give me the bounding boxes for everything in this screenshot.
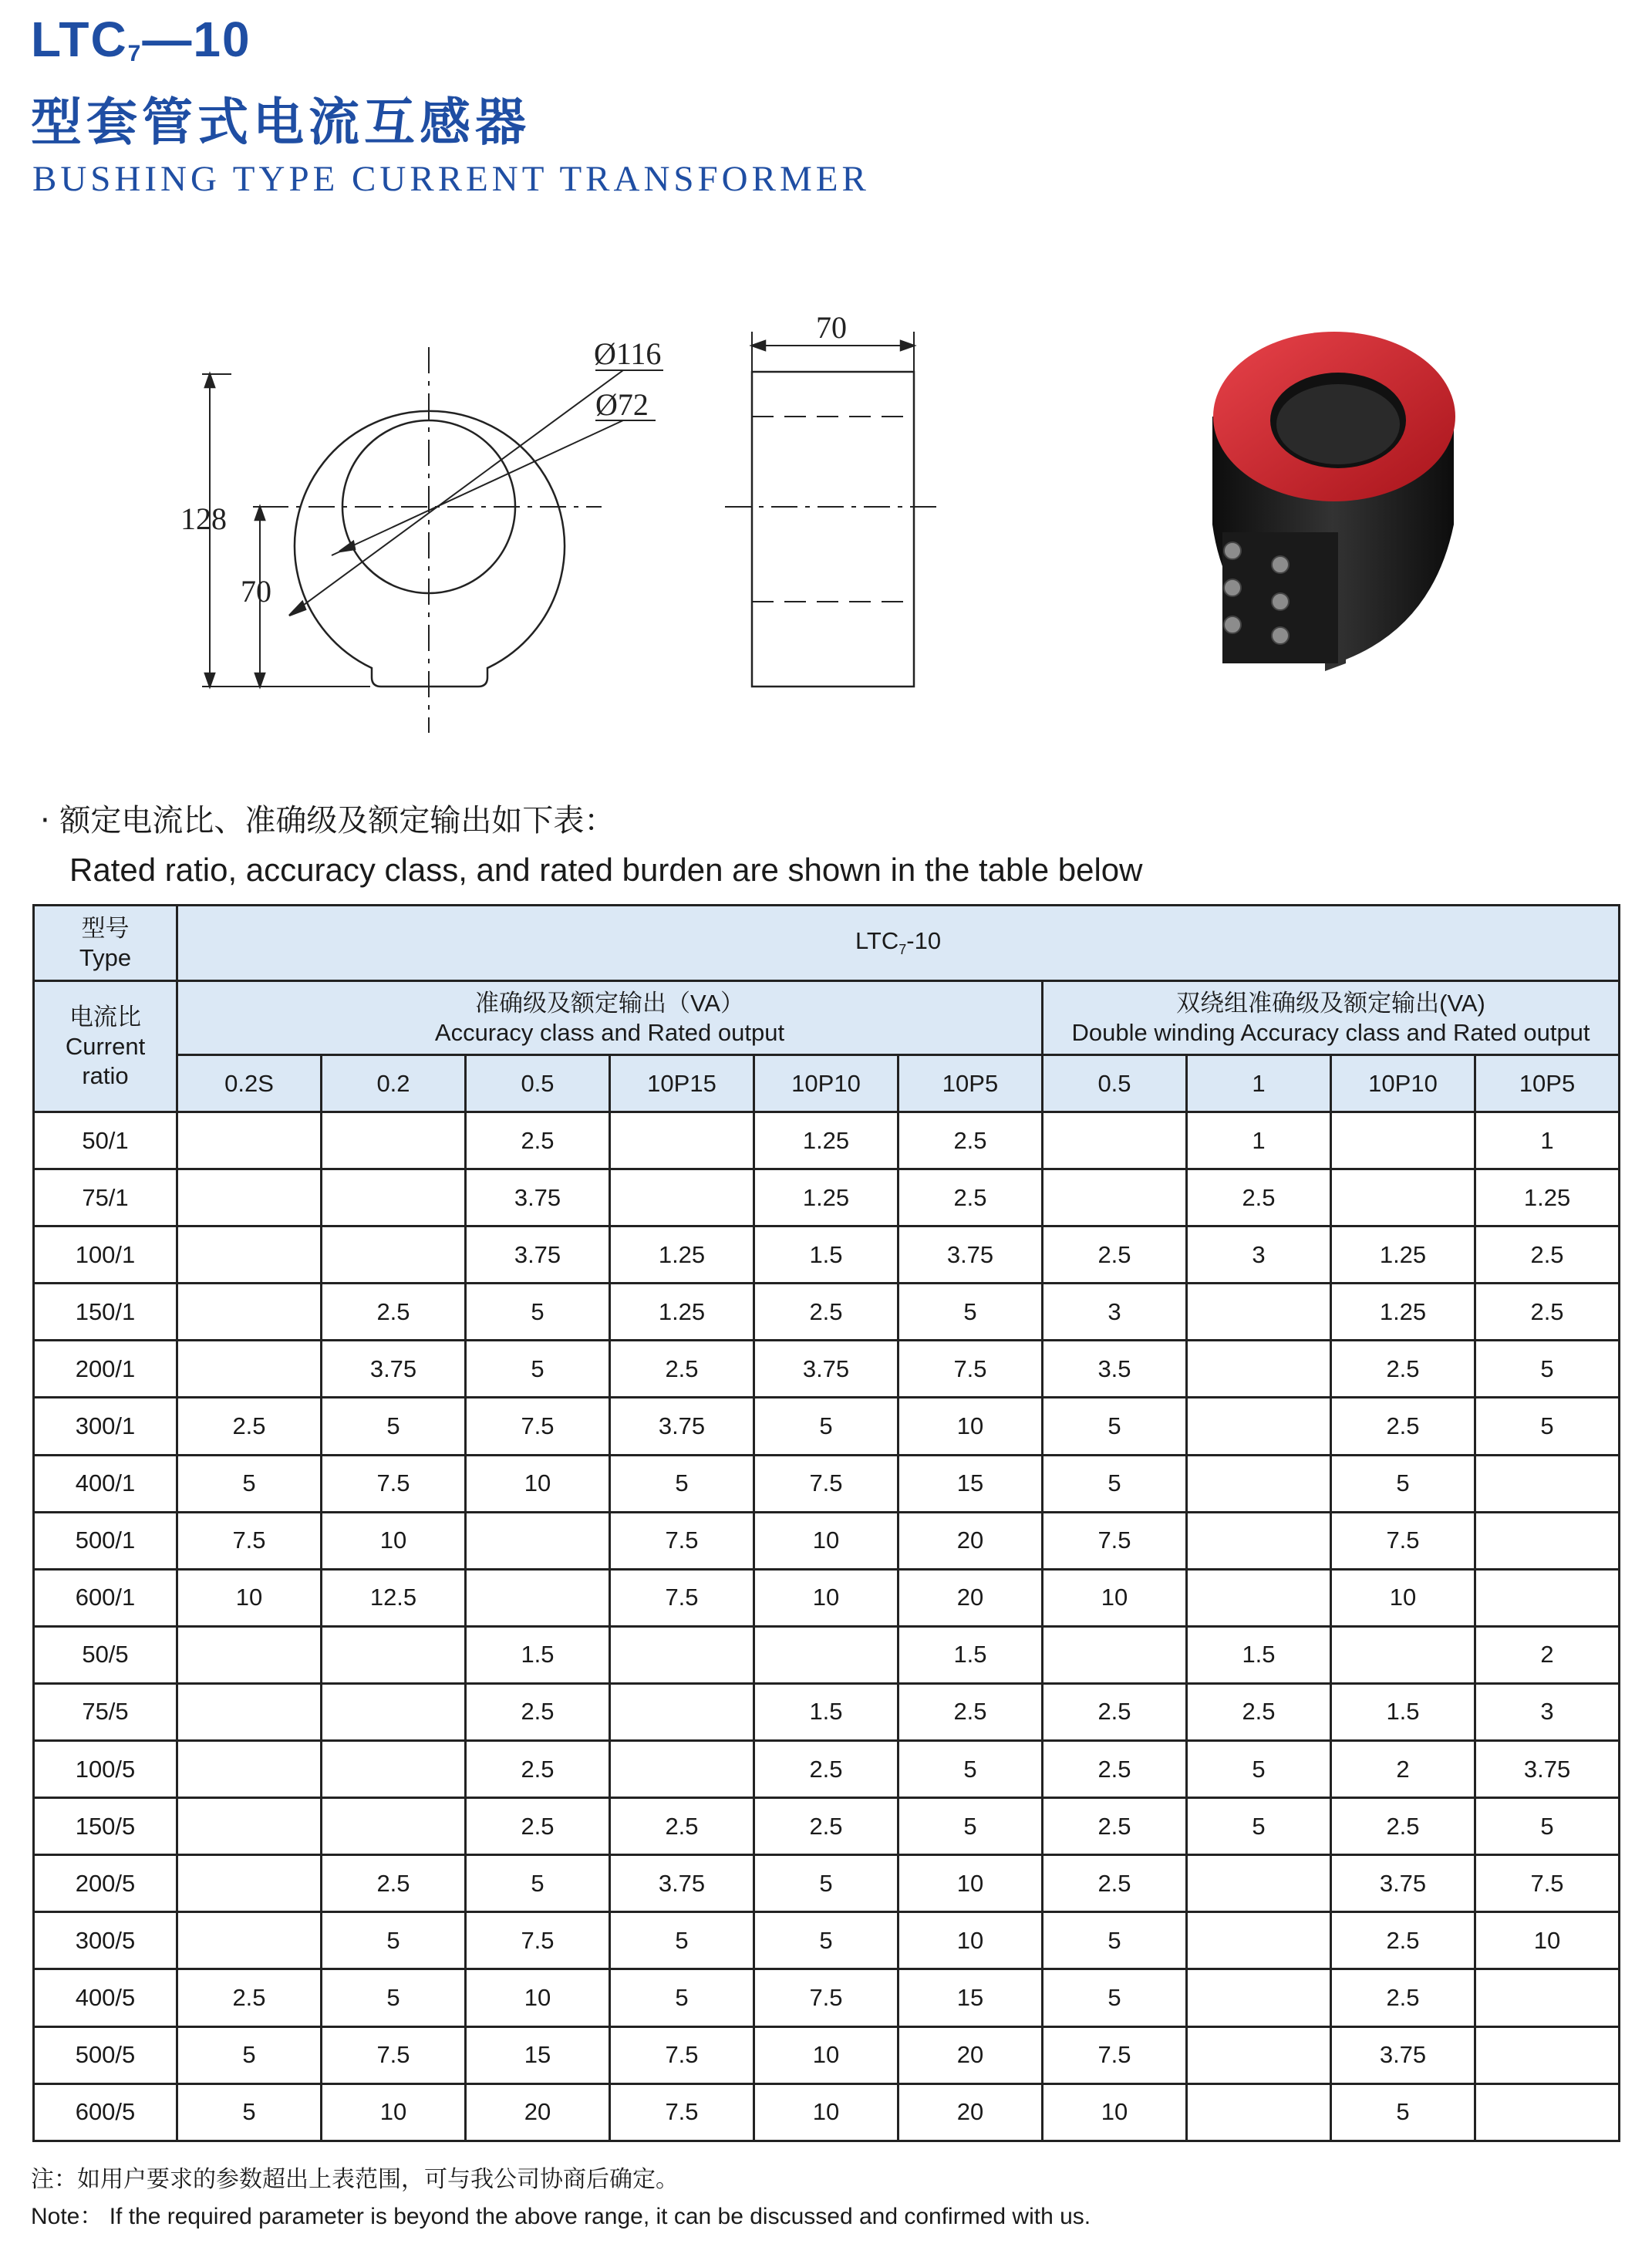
value-cell: [610, 1741, 754, 1798]
value-cell: 5: [610, 1912, 754, 1969]
title-english: BUSHING TYPE CURRENT TRANSFORMER: [32, 159, 870, 199]
value-cell: [1043, 1626, 1187, 1683]
value-cell: 7.5: [322, 1455, 466, 1512]
value-cell: [1331, 1169, 1475, 1226]
ratio-label-cell: [34, 981, 177, 1112]
type-value-sub: 7: [898, 942, 907, 958]
value-cell: [610, 1112, 754, 1169]
value-cell: [1187, 1912, 1331, 1969]
value-cell: 1.5: [466, 1626, 610, 1683]
value-cell: 7.5: [754, 1455, 898, 1512]
value-cell: [1187, 1855, 1331, 1912]
ratio-cell: 150/1: [34, 1284, 177, 1341]
value-cell: 7.5: [466, 1398, 610, 1455]
table-row: [34, 2026, 1620, 2083]
value-cell: 2.5: [898, 1112, 1043, 1169]
value-cell: 7.5: [177, 1512, 322, 1569]
ratio-cell: 75/1: [34, 1169, 177, 1226]
value-cell: 1.25: [754, 1169, 898, 1226]
value-cell: 10: [466, 1969, 610, 2026]
note-chinese: 注：如用户要求的参数超出上表范围，可与我公司协商后确定。: [31, 2166, 679, 2193]
table-row: [34, 2083, 1620, 2141]
value-cell: [177, 1341, 322, 1398]
value-cell: 3.75: [754, 1341, 898, 1398]
value-cell: 3.75: [1331, 1855, 1475, 1912]
value-cell: [1187, 1969, 1331, 2026]
value-cell: 1.5: [1187, 1626, 1331, 1683]
value-cell: 2.5: [1331, 1912, 1475, 1969]
model-suffix: —10: [142, 12, 251, 67]
value-cell: 5: [1331, 2083, 1475, 2141]
value-cell: 2.5: [177, 1398, 322, 1455]
value-cell: 2.5: [1331, 1398, 1475, 1455]
intro-chinese: · 额定电流比、准确级及额定输出如下表：: [40, 803, 615, 838]
table-row: [34, 1683, 1620, 1740]
value-cell: 7.5: [1043, 2026, 1187, 2083]
value-cell: 2.5: [1475, 1284, 1620, 1341]
value-cell: [1043, 1112, 1187, 1169]
value-cell: 3: [1043, 1284, 1187, 1341]
value-cell: 10: [466, 1455, 610, 1512]
value-cell: 10: [754, 1569, 898, 1626]
value-cell: 1.5: [754, 1683, 898, 1740]
dim-inner-diameter: Ø72: [595, 387, 649, 422]
value-cell: 10: [754, 1512, 898, 1569]
value-cell: [1187, 1512, 1331, 1569]
value-cell: 2.5: [610, 1341, 754, 1398]
value-cell: 15: [466, 2026, 610, 2083]
value-cell: 3.75: [898, 1226, 1043, 1284]
group-accuracy-header: [177, 981, 1043, 1055]
value-cell: 2.5: [1331, 1341, 1475, 1398]
ratio-cell: 600/5: [34, 2083, 177, 2141]
value-cell: 10: [898, 1855, 1043, 1912]
value-cell: 7.5: [610, 1512, 754, 1569]
group1-cn: 准确级及额定输出（VA）: [474, 989, 745, 1017]
value-cell: 5: [1043, 1969, 1187, 2026]
value-cell: [466, 1569, 610, 1626]
value-cell: 2.5: [1331, 1969, 1475, 2026]
value-cell: 2.5: [754, 1798, 898, 1855]
dim-center-height: 70: [241, 574, 271, 609]
technical-drawing: [0, 301, 1652, 748]
value-cell: [322, 1798, 466, 1855]
ratio-cell: 600/1: [34, 1569, 177, 1626]
value-cell: 3.75: [1331, 2026, 1475, 2083]
value-cell: [1187, 2083, 1331, 2141]
value-cell: [1475, 2026, 1620, 2083]
value-cell: 2.5: [1043, 1741, 1187, 1798]
ratio-cell: 100/5: [34, 1741, 177, 1798]
ratio-cell: 300/1: [34, 1398, 177, 1455]
value-cell: 5: [610, 1455, 754, 1512]
value-cell: 5: [177, 2083, 322, 2141]
type-label-en: Type: [79, 943, 132, 971]
value-cell: [1331, 1626, 1475, 1683]
table-row: [34, 1398, 1620, 1455]
value-cell: 10: [754, 2026, 898, 2083]
value-cell: 5: [1187, 1741, 1331, 1798]
value-cell: 5: [1475, 1341, 1620, 1398]
type-value-prefix: LTC: [855, 927, 899, 955]
class-header-row: [34, 1055, 1620, 1112]
ratio-cell: 50/1: [34, 1112, 177, 1169]
table-row: [34, 1455, 1620, 1512]
ratio-label-en1: Current: [65, 1032, 146, 1060]
value-cell: 2: [1475, 1626, 1620, 1683]
value-cell: [322, 1683, 466, 1740]
value-cell: 3.75: [610, 1398, 754, 1455]
value-cell: [1187, 1284, 1331, 1341]
type-label-cn: 型号: [81, 914, 130, 942]
value-cell: [322, 1741, 466, 1798]
value-cell: 3: [1475, 1683, 1620, 1740]
value-cell: 1.25: [610, 1284, 754, 1341]
value-cell: 1.25: [1331, 1284, 1475, 1341]
value-cell: 20: [898, 2026, 1043, 2083]
value-cell: 20: [466, 2083, 610, 2141]
value-cell: 10: [322, 2083, 466, 2141]
dim-width: 70: [816, 310, 847, 345]
table-row: [34, 1512, 1620, 1569]
table-row: [34, 1969, 1620, 2026]
value-cell: 10: [1475, 1912, 1620, 1969]
value-cell: [1331, 1112, 1475, 1169]
value-cell: 1.25: [1331, 1226, 1475, 1284]
note-english: Note： If the required parameter is beyond the above range, it can be discussed and confirmed with us.: [31, 2204, 1091, 2229]
value-cell: 20: [898, 2083, 1043, 2141]
value-cell: 5: [1043, 1455, 1187, 1512]
value-cell: 2.5: [466, 1112, 610, 1169]
value-cell: 2.5: [610, 1798, 754, 1855]
value-cell: 2.5: [1043, 1798, 1187, 1855]
value-cell: 5: [898, 1741, 1043, 1798]
value-cell: 5: [177, 1455, 322, 1512]
model-subscript: 7: [127, 41, 143, 66]
value-cell: 5: [754, 1912, 898, 1969]
value-cell: 5: [1475, 1398, 1620, 1455]
value-cell: 5: [898, 1284, 1043, 1341]
value-cell: [177, 1741, 322, 1798]
value-cell: 2.5: [466, 1741, 610, 1798]
ratio-cell: 500/1: [34, 1512, 177, 1569]
front-view: [202, 347, 663, 733]
value-cell: 1: [1187, 1112, 1331, 1169]
value-cell: 15: [898, 1455, 1043, 1512]
ratio-cell: 50/5: [34, 1626, 177, 1683]
value-cell: [177, 1855, 322, 1912]
value-cell: [610, 1169, 754, 1226]
value-cell: 2.5: [898, 1683, 1043, 1740]
value-cell: 12.5: [322, 1569, 466, 1626]
value-cell: [1187, 1341, 1331, 1398]
ratio-cell: 300/5: [34, 1912, 177, 1969]
group1-en: Accuracy class and Rated output: [434, 1018, 785, 1046]
value-cell: 7.5: [466, 1912, 610, 1969]
table-row: [34, 1798, 1620, 1855]
value-cell: 2.5: [898, 1169, 1043, 1226]
table-row: [34, 1284, 1620, 1341]
product-photo: [1212, 332, 1455, 671]
value-cell: 7.5: [754, 1969, 898, 2026]
dim-outer-diameter: Ø116: [594, 336, 662, 371]
value-cell: 1.5: [898, 1626, 1043, 1683]
table-row: [34, 1626, 1620, 1683]
value-cell: 2.5: [466, 1683, 610, 1740]
type-label-cell: [34, 906, 177, 981]
ratio-cell: 100/1: [34, 1226, 177, 1284]
class-header-cell: 10P10: [1331, 1055, 1475, 1112]
value-cell: 7.5: [1331, 1512, 1475, 1569]
value-cell: 5: [754, 1398, 898, 1455]
class-header-cell: 0.5: [466, 1055, 610, 1112]
class-header-cell: 10P5: [898, 1055, 1043, 1112]
value-cell: 2.5: [1043, 1855, 1187, 1912]
value-cell: [610, 1683, 754, 1740]
value-cell: [177, 1912, 322, 1969]
value-cell: 2.5: [1187, 1169, 1331, 1226]
table-row: [34, 1341, 1620, 1398]
value-cell: 10: [898, 1912, 1043, 1969]
value-cell: [1187, 2026, 1331, 2083]
value-cell: 5: [466, 1855, 610, 1912]
class-header-cell: 1: [1187, 1055, 1331, 1112]
value-cell: 3: [1187, 1226, 1331, 1284]
ratio-table: [32, 904, 1620, 2142]
ratio-cell: 200/5: [34, 1855, 177, 1912]
value-cell: 2.5: [754, 1741, 898, 1798]
value-cell: 15: [898, 1969, 1043, 2026]
value-cell: 10: [1043, 2083, 1187, 2141]
value-cell: 1.25: [1475, 1169, 1620, 1226]
value-cell: [1043, 1169, 1187, 1226]
value-cell: 5: [1475, 1798, 1620, 1855]
table-row: [34, 1855, 1620, 1912]
value-cell: [1475, 2083, 1620, 2141]
value-cell: [466, 1512, 610, 1569]
value-cell: 5: [1043, 1398, 1187, 1455]
table-row: [34, 1112, 1620, 1169]
value-cell: 20: [898, 1512, 1043, 1569]
class-header-cell: 0.5: [1043, 1055, 1187, 1112]
value-cell: 2: [1331, 1741, 1475, 1798]
value-cell: 5: [1043, 1912, 1187, 1969]
intro-english: Rated ratio, accuracy class, and rated burden are shown in the table below: [69, 852, 1143, 888]
value-cell: 2.5: [322, 1284, 466, 1341]
ratio-cell: 400/1: [34, 1455, 177, 1512]
value-cell: 5: [754, 1855, 898, 1912]
value-cell: 2.5: [1187, 1683, 1331, 1740]
value-cell: 10: [754, 2083, 898, 2141]
value-cell: 5: [466, 1284, 610, 1341]
value-cell: [1475, 1455, 1620, 1512]
value-cell: [1475, 1569, 1620, 1626]
value-cell: 2.5: [322, 1855, 466, 1912]
value-cell: 7.5: [610, 2026, 754, 2083]
value-cell: [322, 1112, 466, 1169]
ratio-label-cn: 电流比: [69, 1003, 141, 1031]
type-value-suffix: -10: [906, 927, 942, 955]
value-cell: 5: [1187, 1798, 1331, 1855]
value-cell: 3.75: [466, 1169, 610, 1226]
value-cell: [1187, 1569, 1331, 1626]
class-header-cell: 10P10: [754, 1055, 898, 1112]
value-cell: 2.5: [1043, 1683, 1187, 1740]
value-cell: 5: [898, 1798, 1043, 1855]
group2-en: Double winding Accuracy class and Rated output: [1071, 1018, 1590, 1046]
value-cell: 7.5: [898, 1341, 1043, 1398]
table-row: [34, 1912, 1620, 1969]
value-cell: 10: [898, 1398, 1043, 1455]
dim-total-height: 128: [180, 501, 227, 536]
value-cell: 5: [322, 1969, 466, 2026]
value-cell: 3.75: [1475, 1741, 1620, 1798]
value-cell: 3.75: [610, 1855, 754, 1912]
value-cell: [1475, 1512, 1620, 1569]
value-cell: 20: [898, 1569, 1043, 1626]
value-cell: [177, 1284, 322, 1341]
value-cell: [322, 1626, 466, 1683]
value-cell: 5: [466, 1341, 610, 1398]
ratio-cell: 150/5: [34, 1798, 177, 1855]
title-chinese: 型套管式电流互感器: [31, 93, 531, 152]
value-cell: [177, 1626, 322, 1683]
model-prefix: LTC: [31, 12, 128, 67]
table-row: [34, 1569, 1620, 1626]
ratio-label-en2: ratio: [82, 1061, 129, 1089]
value-cell: 2.5: [1331, 1798, 1475, 1855]
value-cell: [610, 1626, 754, 1683]
value-cell: 7.5: [610, 2083, 754, 2141]
value-cell: 3.5: [1043, 1341, 1187, 1398]
value-cell: [1187, 1455, 1331, 1512]
table-row: [34, 1226, 1620, 1284]
value-cell: 5: [177, 2026, 322, 2083]
value-cell: [177, 1169, 322, 1226]
value-cell: 7.5: [1043, 1512, 1187, 1569]
value-cell: [177, 1798, 322, 1855]
class-header-cell: 10P5: [1475, 1055, 1620, 1112]
value-cell: 1.5: [1331, 1683, 1475, 1740]
value-cell: 7.5: [1475, 1855, 1620, 1912]
group2-cn: 双绕组准确级及额定输出(VA): [1176, 989, 1485, 1017]
group-double-winding-header: [1043, 981, 1620, 1055]
value-cell: [754, 1626, 898, 1683]
value-cell: [177, 1226, 322, 1284]
value-cell: [322, 1226, 466, 1284]
model-number: [31, 11, 251, 68]
class-header-cell: 0.2: [322, 1055, 466, 1112]
value-cell: [1187, 1398, 1331, 1455]
value-cell: 10: [1331, 1569, 1475, 1626]
value-cell: [322, 1169, 466, 1226]
value-cell: 3.75: [466, 1226, 610, 1284]
ratio-cell: 500/5: [34, 2026, 177, 2083]
value-cell: 1.25: [754, 1112, 898, 1169]
value-cell: 10: [322, 1512, 466, 1569]
value-cell: 2.5: [466, 1798, 610, 1855]
value-cell: [177, 1683, 322, 1740]
value-cell: 3.75: [322, 1341, 466, 1398]
value-cell: 5: [610, 1969, 754, 2026]
side-view: [725, 332, 942, 687]
table-row: [34, 1169, 1620, 1226]
value-cell: 10: [1043, 1569, 1187, 1626]
value-cell: [1475, 1969, 1620, 2026]
value-cell: 2.5: [1043, 1226, 1187, 1284]
value-cell: 10: [177, 1569, 322, 1626]
ratio-cell: 200/1: [34, 1341, 177, 1398]
value-cell: 1: [1475, 1112, 1620, 1169]
value-cell: 1.5: [754, 1226, 898, 1284]
value-cell: 5: [1331, 1455, 1475, 1512]
class-header-cell: 0.2S: [177, 1055, 322, 1112]
value-cell: 7.5: [322, 2026, 466, 2083]
ratio-cell: 400/5: [34, 1969, 177, 2026]
type-value-cell: [177, 906, 1620, 981]
value-cell: 5: [322, 1398, 466, 1455]
value-cell: 7.5: [610, 1569, 754, 1626]
value-cell: 1.25: [610, 1226, 754, 1284]
table-row: [34, 1741, 1620, 1798]
value-cell: 5: [322, 1912, 466, 1969]
value-cell: 2.5: [754, 1284, 898, 1341]
class-header-cell: 10P15: [610, 1055, 754, 1112]
value-cell: 2.5: [177, 1969, 322, 2026]
value-cell: [177, 1112, 322, 1169]
value-cell: 2.5: [1475, 1226, 1620, 1284]
ratio-cell: 75/5: [34, 1683, 177, 1740]
